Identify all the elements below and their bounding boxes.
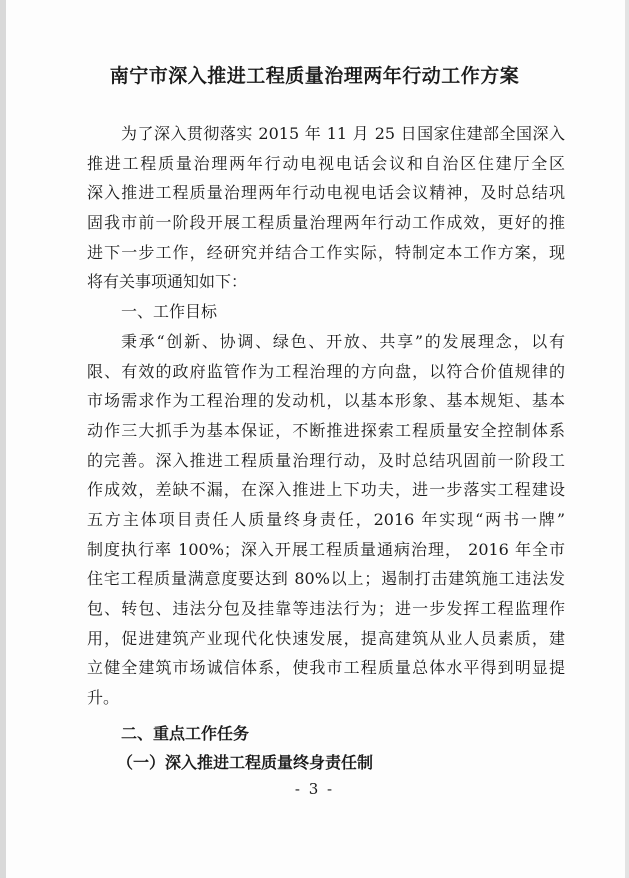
text-line: 用，促进建筑产业现代化快速发展，提高建筑从业人员素质，建 [87,628,565,648]
text-line: 升。 [87,688,120,708]
scan-edge-left [0,0,6,878]
text-line: 包、转包、违法分包及挂靠等违法行为；进一步发挥工程监理作 [87,599,565,618]
document-title: 南宁市深入推进工程质量治理两年行动工作方案 [109,65,520,87]
text-line: 为了深入贯彻落实 2015 年 11 月 25 日国家住建部全国深入 [121,124,565,143]
work-goals-paragraph [87,327,565,713]
text-line: 将有关事项通知如下： [87,272,248,292]
section-heading-key-tasks: 二、重点工作任务 [121,723,250,743]
text-line: 推进工程质量治理两年行动电视电话会议和自治区住建厅全区 [87,153,565,173]
text-line: 深入推进工程质量治理两年行动电视电话会议精神，及时总结巩 [87,183,565,203]
text-line: 进下一步工作，经研究并结合工作实际，特制定本工作方案，现 [87,242,565,262]
text-line: 动作三大抓手为基本保证，不断推进探索工程质量安全控制体系 [87,420,565,440]
text-line: 固我市前一阶段开展工程质量治理两年行动工作成效，更好的推 [87,213,565,233]
intro-paragraph [87,119,565,297]
text-line: 立健全建筑市场诚信体系，使我市工程质量总体水平得到明显提 [87,658,565,678]
text-line: 作成效，差缺不漏，在深入推进上下功夫，进一步落实工程建设 [87,480,565,500]
section-heading-work-goals: 一、工作目标 [121,302,218,322]
page-number: - 3 - [294,780,335,798]
text-line: 五方主体项目责任人质量终身责任，2016 年实现“两书一牌” [87,509,565,529]
text-line: 住宅工程质量满意度要达到 80%以上；遏制打击建筑施工违法发 [87,569,565,589]
text-line: 市场需求作为工程治理的发动机，以基本形象、基本规矩、基本 [87,391,565,411]
subsection-heading-lifetime-responsibility: （一）深入推进工程质量终身责任制 [117,753,374,773]
scan-edge-right [625,0,629,878]
text-line: 秉承“创新、协调、绿色、开放、共享”的发展理念，以有 [121,331,565,351]
text-line: 限、有效的政府监管作为工程治理的方向盘，以符合价值规律的 [87,361,565,381]
text-line: 制度执行率 100%；深入开展工程质量通病治理， 2016 年全市 [87,539,565,559]
document-body [87,119,565,778]
text-line: 的完善。深入推进工程质量治理行动，及时总结巩固前一阶段工 [87,450,565,470]
